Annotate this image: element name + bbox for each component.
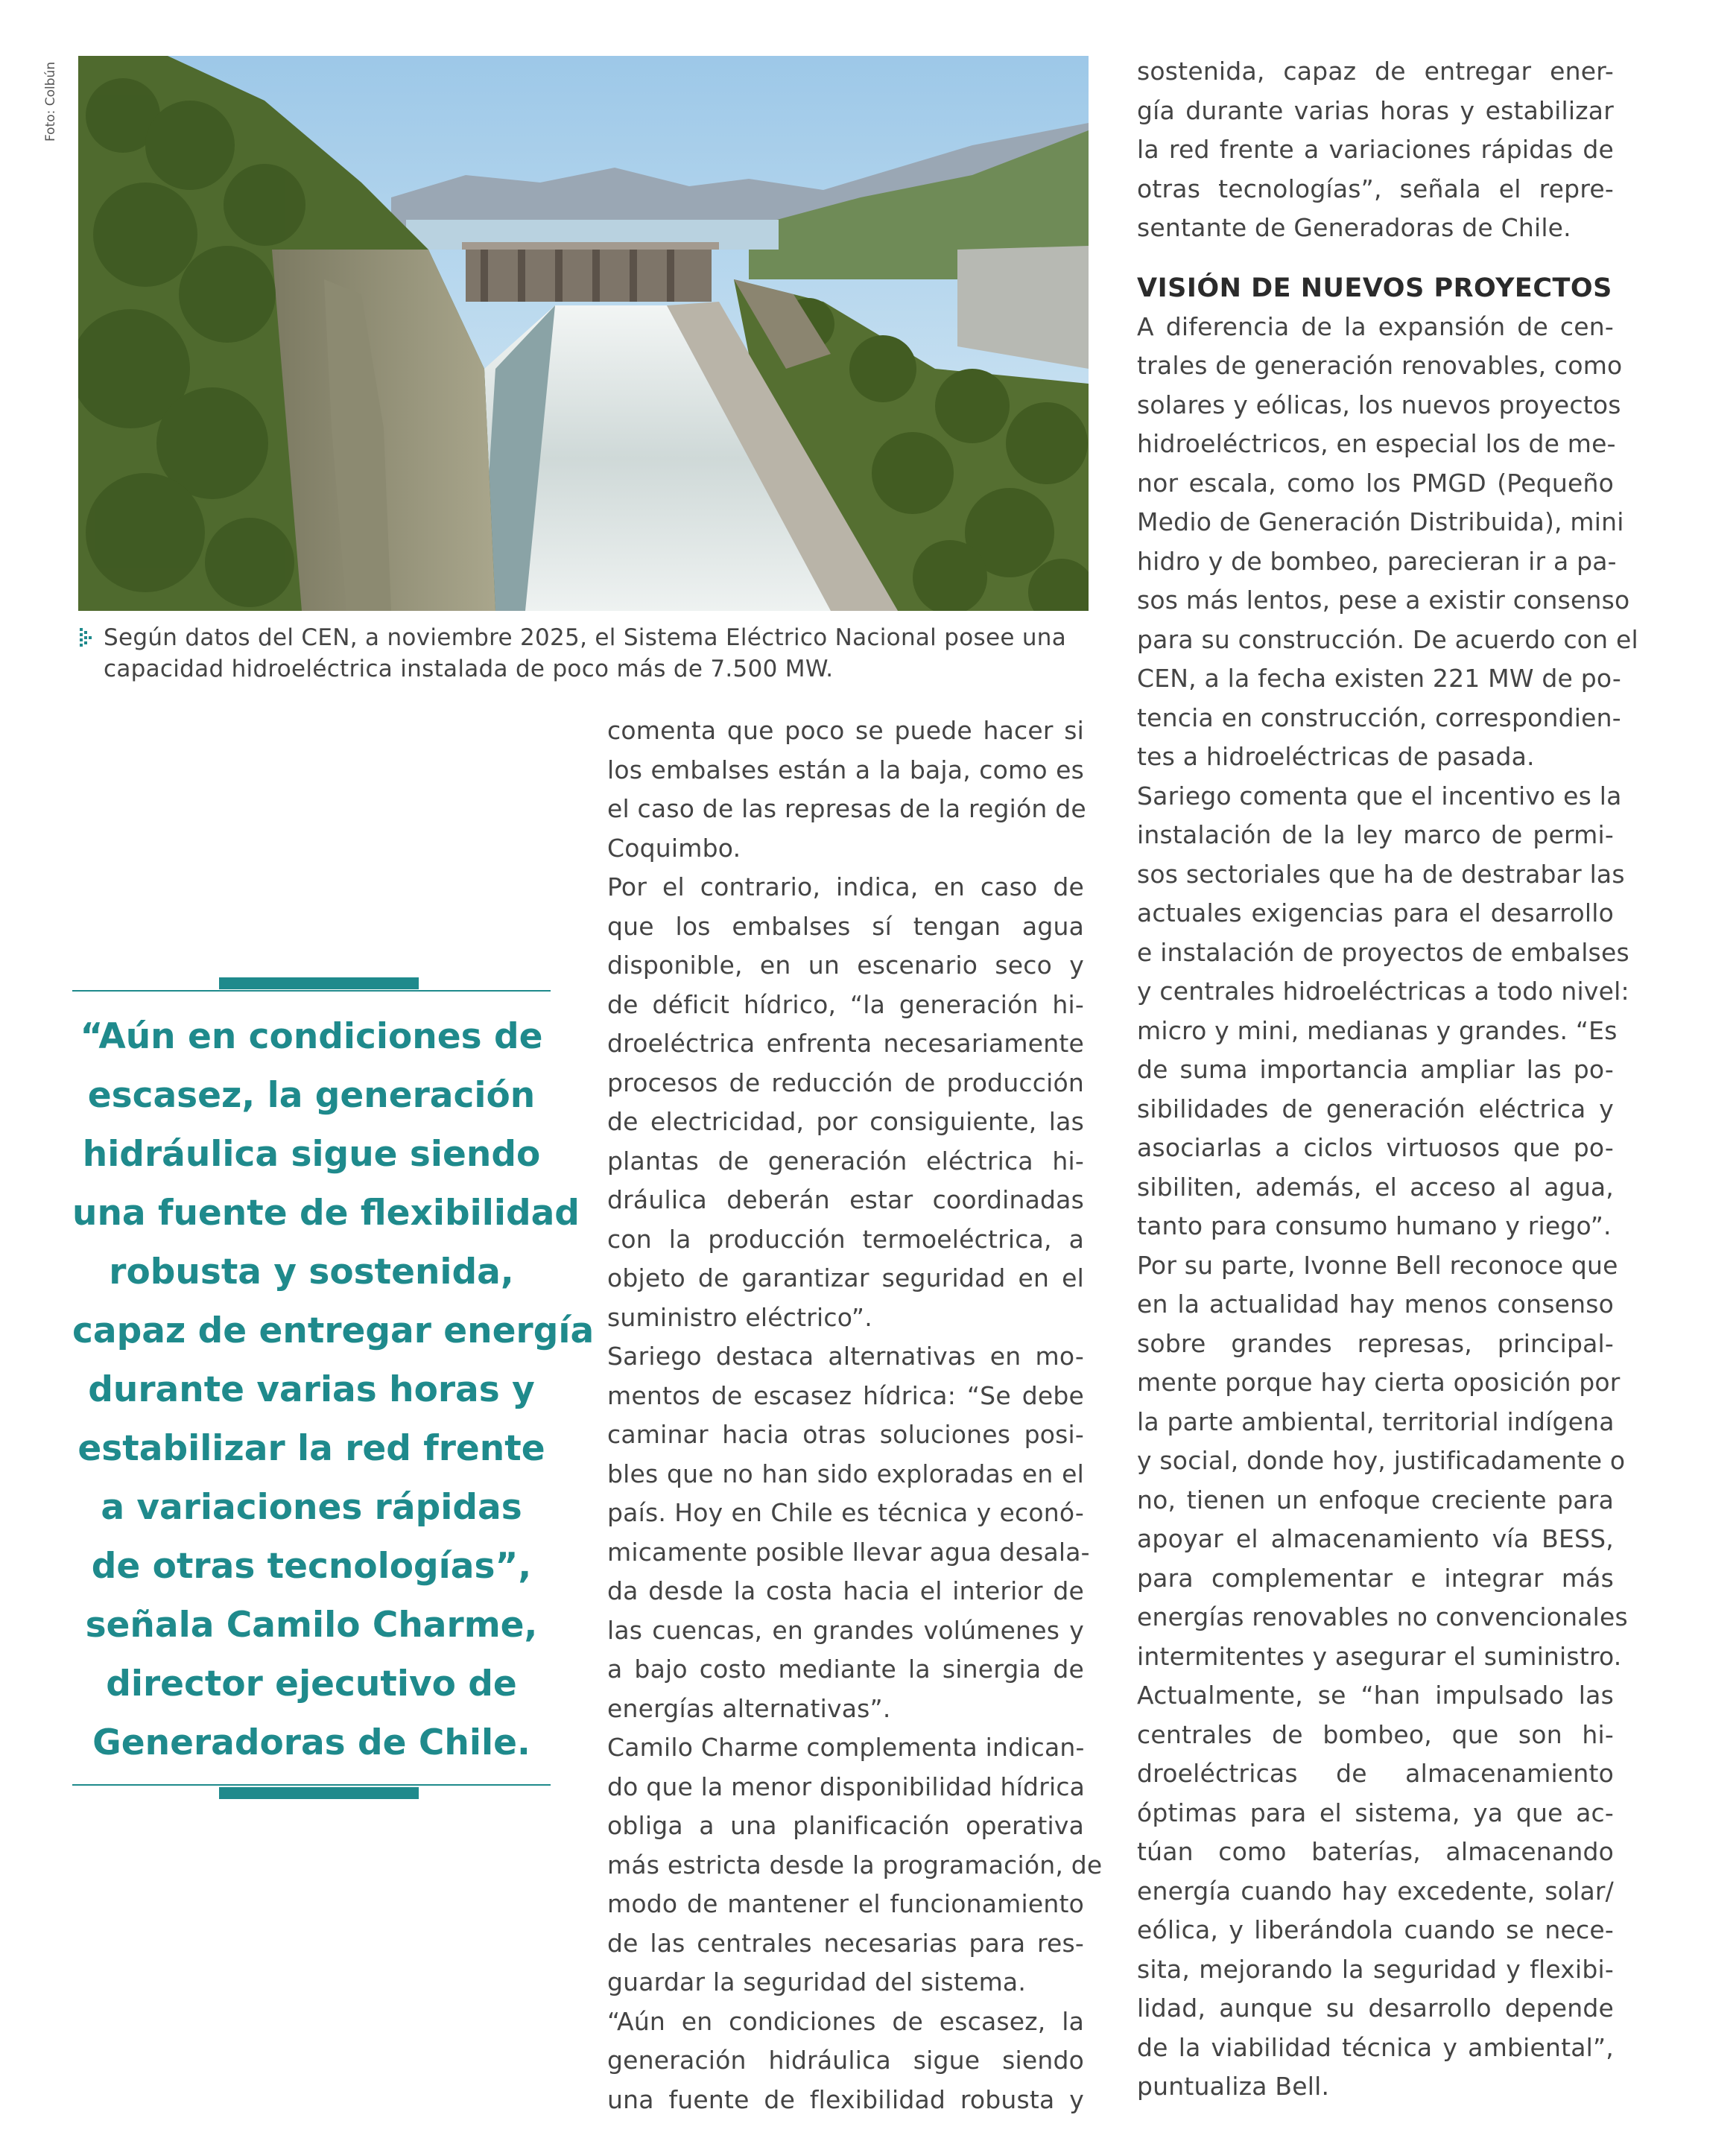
- body-line: la parte ambiental, territorial indígena: [1137, 1406, 1615, 1436]
- photo-credit: Foto: Colbún: [43, 61, 58, 142]
- body-line: los embalses están a la baja, como es: [607, 755, 1084, 784]
- dam-photo: [78, 56, 1089, 611]
- body-line: óptimas para el sistema, ya que ac-: [1137, 1798, 1614, 1827]
- body-line: intermitentes y asegurar el suministro.: [1137, 1641, 1622, 1671]
- right-column: [1137, 52, 1638, 2107]
- body-line: plantas de generación eléctrica hi-: [607, 1146, 1084, 1176]
- body-line: de la viabilidad técnica y ambiental”,: [1137, 2032, 1614, 2062]
- quote-line: señala Camilo Charme,: [85, 1605, 538, 1646]
- quote-line: a variaciones rápidas: [101, 1487, 522, 1528]
- body-line: en la actualidad hay menos consenso: [1137, 1290, 1614, 1319]
- body-line: más estricta desde la programación, de: [607, 1850, 1103, 1880]
- body-line: lidad, aunque su desarrollo depende: [1137, 1993, 1614, 2023]
- body-line: energías alternativas”.: [607, 1693, 891, 1723]
- body-line: mente porque hay cierta oposición por: [1137, 1368, 1621, 1397]
- body-line: energía cuando hay excedente, solar/: [1137, 1876, 1614, 1906]
- body-line: generación hidráulica sigue siendo: [607, 2046, 1084, 2075]
- body-line: micamente posible llevar agua desala-: [607, 1537, 1090, 1567]
- body-line: Actualmente, se “han impulsado las: [1137, 1681, 1614, 1710]
- body-line: Medio de Generación Distribuida), mini: [1137, 507, 1624, 536]
- body-line: modo de mantener el funcionamiento: [607, 1889, 1084, 1918]
- body-line: de las centrales necesarias para res-: [607, 1928, 1084, 1958]
- body-line: tencia en construcción, correspondien-: [1137, 702, 1621, 732]
- body-line: las cuencas, en grandes volúmenes y: [607, 1615, 1084, 1645]
- body-line: e instalación de proyectos de embalses: [1137, 937, 1629, 967]
- quote-line: escasez, la generación: [87, 1075, 536, 1116]
- quote-line: robusta y sostenida,: [109, 1252, 514, 1292]
- quote-line: una fuente de flexibilidad: [72, 1193, 580, 1234]
- body-line: no, tienen un enfoque creciente para: [1137, 1485, 1614, 1514]
- body-line: Sariego comenta que el incentivo es la: [1137, 781, 1622, 811]
- body-line: sentante de Generadoras de Chile.: [1137, 213, 1571, 242]
- body-line: túan como baterías, almacenando: [1137, 1837, 1614, 1866]
- body-line: puntualiza Bell.: [1137, 2072, 1330, 2101]
- body-line: sos más lentos, pese a existir consenso: [1137, 586, 1630, 615]
- body-line: guardar la seguridad del sistema.: [607, 1967, 1027, 1996]
- section-heading: VISIÓN DE NUEVOS PROYECTOS: [1137, 273, 1612, 303]
- body-line: sita, mejorando la seguridad y flexibi-: [1137, 1954, 1614, 1984]
- body-line: a bajo costo mediante la sinergia de: [607, 1655, 1084, 1684]
- body-line: sos sectoriales que ha de destrabar las: [1137, 859, 1625, 889]
- dam-illustration: [78, 56, 1089, 611]
- quote-line: Generadoras de Chile.: [92, 1722, 530, 1763]
- body-line: objeto de garantizar seguridad en el: [607, 1263, 1084, 1292]
- body-line: da desde la costa hacia el interior de: [607, 1576, 1084, 1605]
- body-line: trales de generación renovables, como: [1137, 351, 1623, 380]
- body-line: para complementar e integrar más: [1137, 1563, 1614, 1593]
- body-line: disponible, en un escenario seco y: [607, 951, 1084, 980]
- quote-line: director ejecutivo de: [106, 1663, 517, 1704]
- body-line: energías renovables no convencionales: [1137, 1602, 1628, 1631]
- body-line: centrales de bombeo, que son hi-: [1137, 1719, 1614, 1749]
- body-line: Por el contrario, indica, en caso de: [607, 872, 1084, 901]
- body-line: “Aún en condiciones de escasez, la: [607, 2006, 1084, 2036]
- body-line: asociarlas a ciclos virtuosos que po-: [1137, 1133, 1614, 1162]
- body-line: hidroeléctricos, en especial los de me-: [1137, 429, 1616, 458]
- body-line: Coquimbo.: [607, 833, 741, 863]
- body-line: caminar hacia otras soluciones posi-: [607, 1420, 1084, 1449]
- quote-line: durante varias horas y: [88, 1369, 535, 1410]
- body-line: micro y mini, medianas y grandes. “Es: [1137, 1015, 1618, 1045]
- body-line: para su construcción. De acuerdo con el: [1137, 624, 1638, 654]
- body-line: sobre grandes represas, principal-: [1137, 1328, 1614, 1358]
- body-line: otras tecnologías”, señala el repre-: [1137, 174, 1614, 203]
- body-line: sibiliten, además, el acceso al agua,: [1137, 1172, 1614, 1202]
- body-line: y centrales hidroeléctricas a todo nivel:: [1137, 977, 1629, 1006]
- quote-line: “Aún en condiciones de: [80, 1016, 543, 1057]
- body-line: instalación de la ley marco de permi-: [1137, 820, 1614, 849]
- middle-column: [607, 711, 1103, 2119]
- caption-line: Según datos del CEN, a noviembre 2025, el Sistema Eléctrico Nacional posee una: [104, 624, 1067, 651]
- body-line: nor escala, como los PMGD (Pequeño: [1137, 468, 1614, 498]
- pull-quote: [72, 977, 595, 1797]
- body-line: y social, donde hoy, justificadamente o: [1137, 1446, 1626, 1475]
- body-line: A diferencia de la expansión de cen-: [1137, 311, 1614, 341]
- body-line: país. Hoy en Chile es técnica y econó-: [607, 1498, 1084, 1527]
- body-line: de suma importancia ampliar las po-: [1137, 1055, 1614, 1084]
- body-line: dráulica deberán estar coordinadas: [607, 1185, 1084, 1214]
- body-line: el caso de las represas de la región de: [607, 794, 1086, 823]
- body-line: con la producción termoeléctrica, a: [607, 1224, 1084, 1254]
- quote-rule-top: [72, 990, 551, 992]
- body-line: gía durante varias horas y estabilizar: [1137, 95, 1614, 125]
- body-line: mentos de escasez hídrica: “Se debe: [607, 1380, 1084, 1410]
- body-line: de electricidad, por consiguiente, las: [607, 1107, 1084, 1136]
- body-line: hidro y de bombeo, parecieran ir a pa-: [1137, 546, 1617, 576]
- body-line: de déficit hídrico, “la generación hi-: [607, 989, 1084, 1019]
- body-line: solares y eólicas, los nuevos proyectos: [1137, 390, 1621, 419]
- quote-rule-bottom: [72, 1784, 551, 1786]
- body-line: sibilidades de generación eléctrica y: [1137, 1094, 1614, 1123]
- pull-quote-text: [72, 1007, 595, 1772]
- caption-line: capacidad hidroeléctrica instalada de poco más de 7.500 MW.: [104, 656, 834, 682]
- body-line: apoyar el almacenamiento vía BESS,: [1137, 1524, 1614, 1553]
- body-line: do que la menor disponibilidad hídrica: [607, 1772, 1086, 1801]
- quote-line: de otras tecnologías”,: [91, 1546, 532, 1587]
- quote-accent-bar-top: [219, 977, 419, 989]
- quote-line: estabilizar la red frente: [77, 1428, 545, 1469]
- body-line: Por su parte, Ivonne Bell reconoce que: [1137, 1250, 1618, 1280]
- photo-caption: [80, 622, 1090, 685]
- quote-line: capaz de entregar energía: [72, 1310, 595, 1351]
- body-line: una fuente de flexibilidad robusta y: [607, 2084, 1084, 2114]
- quote-accent-bar-bottom: [219, 1787, 419, 1799]
- body-line: droeléctrica enfrenta necesariamente: [607, 1029, 1084, 1058]
- body-line: tes a hidroeléctricas de pasada.: [1137, 742, 1535, 771]
- body-line: sostenida, capaz de entregar ener-: [1137, 57, 1614, 86]
- body-line: bles que no han sido exploradas en el: [607, 1459, 1084, 1488]
- body-line: CEN, a la fecha existen 221 MW de po-: [1137, 664, 1621, 693]
- body-line: suministro eléctrico”.: [607, 1302, 872, 1332]
- body-line: obliga a una planificación operativa: [607, 1811, 1084, 1840]
- caption-bullet-icon: [80, 628, 96, 647]
- body-line: comenta que poco se puede hacer si: [607, 716, 1084, 745]
- body-line: la red frente a variaciones rápidas de: [1137, 135, 1614, 164]
- body-line: Sariego destaca alternativas en mo-: [607, 1342, 1084, 1371]
- body-line: tanto para consumo humano y riego”.: [1137, 1211, 1612, 1240]
- body-line: eólica, y liberándola cuando se nece-: [1137, 1915, 1614, 1944]
- body-line: procesos de reducción de producción: [607, 1068, 1084, 1097]
- body-line: que los embalses sí tengan agua: [607, 911, 1084, 941]
- body-line: actuales exigencias para el desarrollo: [1137, 898, 1614, 927]
- body-line: droeléctricas de almacenamiento: [1137, 1759, 1614, 1788]
- quote-line: hidráulica sigue siendo: [82, 1134, 541, 1175]
- body-line: Camilo Charme complementa indican-: [607, 1733, 1085, 1762]
